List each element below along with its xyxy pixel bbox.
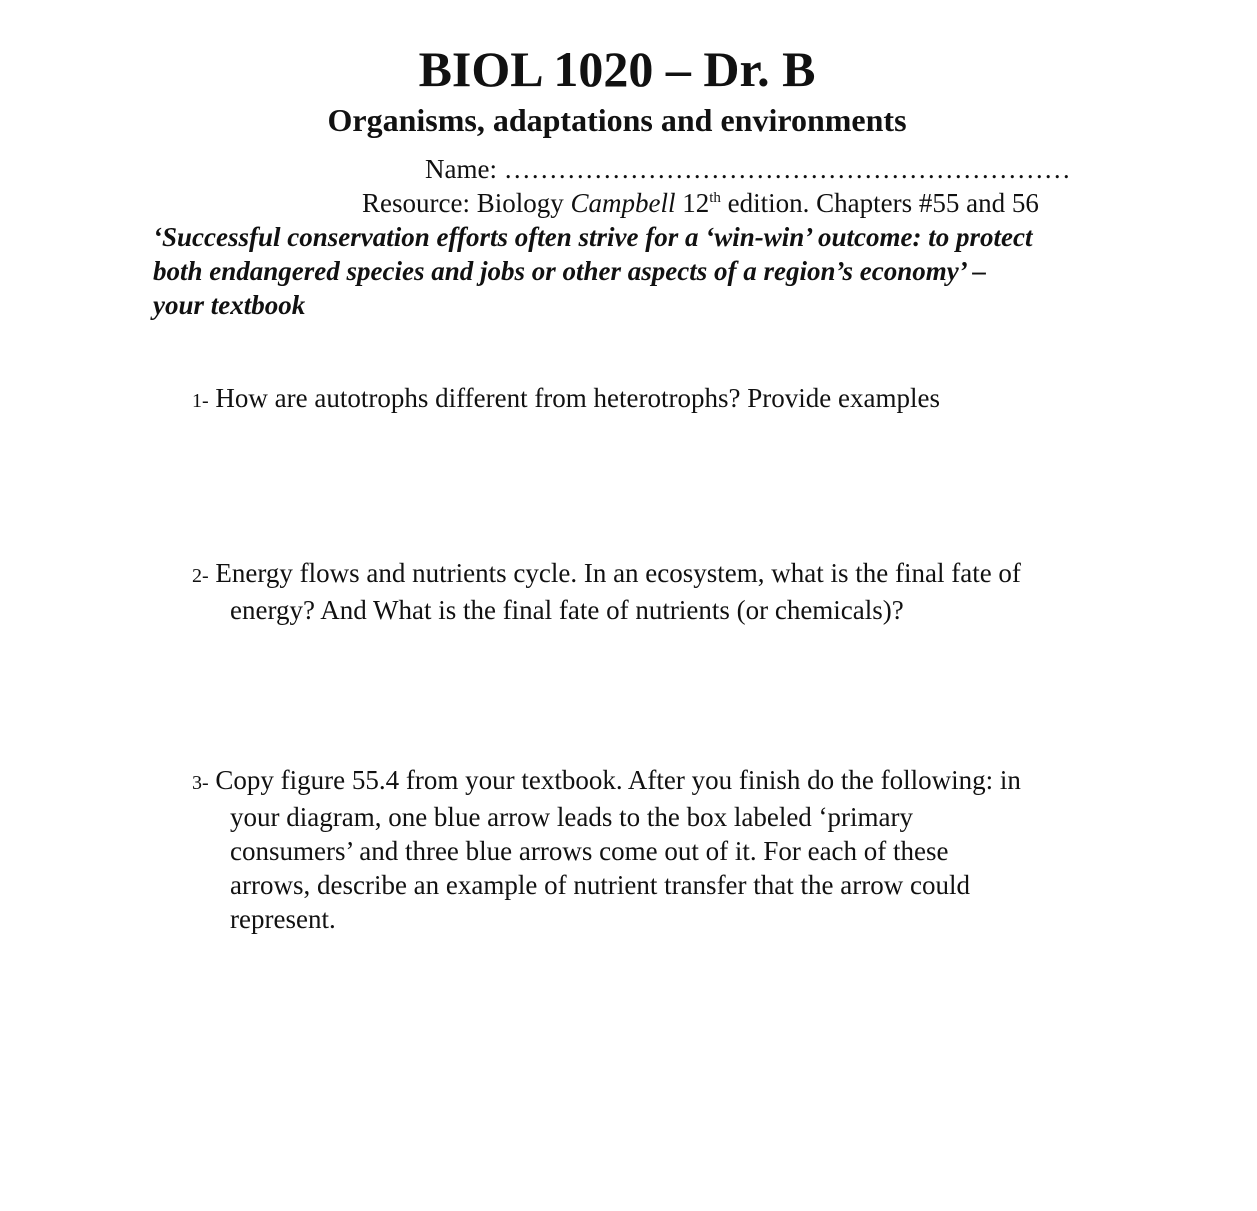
question-2 [192,556,1092,627]
question-text: Copy figure 55.4 from your textbook. After you finish do the following: in [215,765,1021,795]
resource-edition: 12 [675,188,710,218]
page-title: BIOL 1020 – Dr. B [418,41,816,97]
resource-edition-suffix: th [709,190,721,206]
question-3 [192,763,1092,936]
question-text-continued: energy? And What is the final fate of nutrients (or chemicals)? [230,595,904,625]
name-label: Name: [425,154,497,184]
question-text-continued: your diagram, one blue arrow leads to the box labeled ‘primary consumers’ and three blue arrows come out of it. For each of these arrows, describe an example of nutrient transfer that the arrow could represent. [230,802,970,934]
name-blank: ……………………………………………………… [503,154,1071,184]
resource-prefix: Resource: Biology [362,188,571,218]
resource-author: Campbell [570,188,676,218]
question-1 [192,381,1092,418]
question-text: How are autotrophs different from heterotrophs? Provide examples [215,383,940,413]
question-number: 1- [192,390,209,412]
resource-line [362,186,1039,220]
textbook-quote: ‘Successful conservation efforts often strive for a ‘win-win’ outcome: to protect both endangered species and jobs or other aspects of a region’s economy’ – your textbook [153,222,1033,320]
question-number: 3- [192,772,209,794]
page-subtitle: Organisms, adaptations and environments [327,102,907,138]
resource-chapters: edition. Chapters #55 and 56 [720,188,1039,218]
question-number: 2- [192,565,209,587]
name-field [425,152,1071,186]
question-text: Energy flows and nutrients cycle. In an ecosystem, what is the final fate of [215,558,1021,588]
